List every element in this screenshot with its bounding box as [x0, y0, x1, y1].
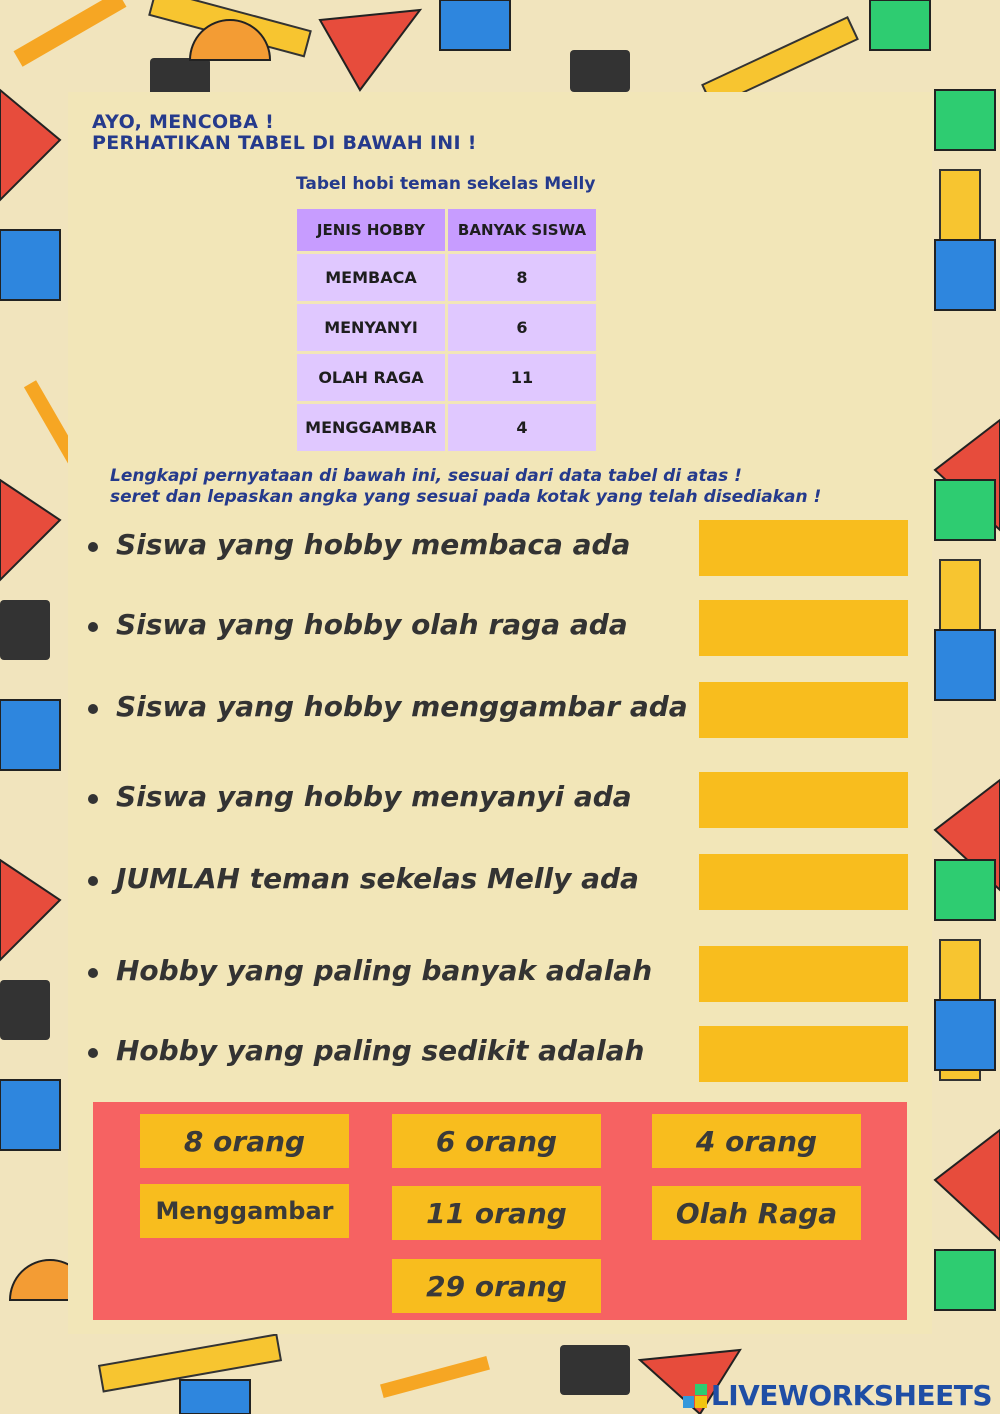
table-cell: MENYANYI [297, 304, 445, 351]
draggable-option[interactable]: 6 orang [392, 1114, 601, 1168]
answer-drop-box[interactable] [699, 854, 908, 910]
bullet-icon [88, 794, 98, 804]
column-header-hobby: JENIS HOBBY [297, 209, 445, 251]
notebook-icon [0, 230, 60, 300]
bullet-icon [88, 542, 98, 552]
draggable-option[interactable]: 29 orang [392, 1259, 601, 1313]
answer-drop-box[interactable] [699, 682, 908, 738]
bullet-icon [88, 704, 98, 714]
liveworksheets-logo-icon [683, 1384, 707, 1408]
notebook-icon [440, 0, 510, 50]
table-cell: 11 [448, 354, 596, 401]
answer-drop-box[interactable] [699, 772, 908, 828]
notebook-icon [935, 480, 995, 540]
table-row [297, 304, 596, 351]
column-header-count: BANYAK SISWA [448, 209, 596, 251]
table-cell: 4 [448, 404, 596, 451]
notebook-icon [935, 1000, 995, 1070]
bullet-icon [88, 876, 98, 886]
question-row [86, 854, 916, 910]
notebook-icon [935, 860, 995, 920]
calculator-icon [0, 600, 50, 660]
notebook-icon [935, 90, 995, 150]
draggable-option[interactable]: 8 orang [140, 1114, 349, 1168]
notebook-icon [0, 700, 60, 770]
notebook-icon [935, 630, 995, 700]
question-text: Siswa yang hobby olah raga ada [116, 608, 628, 641]
question-row [86, 772, 916, 828]
title-line-2: PERHATIKAN TABEL DI BAWAH INI ! [92, 132, 477, 154]
question-text: Hobby yang paling sedikit adalah [116, 1034, 645, 1067]
question-text: JUMLAH teman sekelas Melly ada [116, 862, 639, 895]
title-line-1: AYO, MENCOBA ! [92, 111, 275, 133]
question-row [86, 946, 916, 1002]
table-cell: OLAH RAGA [297, 354, 445, 401]
table-row [297, 254, 596, 301]
draggable-option[interactable]: Menggambar [140, 1184, 349, 1238]
question-text: Hobby yang paling banyak adalah [116, 954, 653, 987]
question-row [86, 682, 916, 738]
question-text: Siswa yang hobby menggambar ada [116, 690, 688, 723]
notebook-icon [870, 0, 930, 50]
brand-name: LIVEWORKSHEETS [710, 1379, 992, 1412]
table-cell: 8 [448, 254, 596, 301]
question-row [86, 600, 916, 656]
hobby-table [294, 206, 599, 454]
calculator-icon [560, 1345, 630, 1395]
instructions [110, 466, 821, 508]
notebook-icon [180, 1380, 250, 1414]
calculator-icon [570, 50, 630, 92]
page-title [92, 112, 477, 154]
table-row [297, 404, 596, 451]
table-cell: MEMBACA [297, 254, 445, 301]
table-header-row [297, 209, 596, 251]
draggable-option[interactable]: 4 orang [652, 1114, 861, 1168]
answer-drop-box[interactable] [699, 520, 908, 576]
notebook-icon [935, 240, 995, 310]
question-text: Siswa yang hobby membaca ada [116, 528, 631, 561]
calculator-icon [0, 980, 50, 1040]
instruction-line-2: seret dan lepaskan angka yang sesuai pada kotak yang telah disediakan ! [110, 487, 822, 507]
notebook-icon [0, 1080, 60, 1150]
instruction-line-1: Lengkapi pernyataan di bawah ini, sesuai dari data tabel di atas ! [110, 466, 742, 486]
answer-drop-box[interactable] [699, 946, 908, 1002]
question-row [86, 1026, 916, 1082]
question-row [86, 520, 916, 576]
draggable-option[interactable]: Olah Raga [652, 1186, 861, 1240]
answer-drop-box[interactable] [699, 600, 908, 656]
bullet-icon [88, 1048, 98, 1058]
bullet-icon [88, 968, 98, 978]
notebook-icon [935, 1250, 995, 1310]
footer-brand [683, 1379, 992, 1412]
table-cell: 6 [448, 304, 596, 351]
draggable-option[interactable]: 11 orang [392, 1186, 601, 1240]
table-cell: MENGGAMBAR [297, 404, 445, 451]
question-text: Siswa yang hobby menyanyi ada [116, 780, 632, 813]
bullet-icon [88, 622, 98, 632]
table-row [297, 354, 596, 401]
table-caption: Tabel hobi teman sekelas Melly [296, 174, 596, 194]
answer-drop-box[interactable] [699, 1026, 908, 1082]
